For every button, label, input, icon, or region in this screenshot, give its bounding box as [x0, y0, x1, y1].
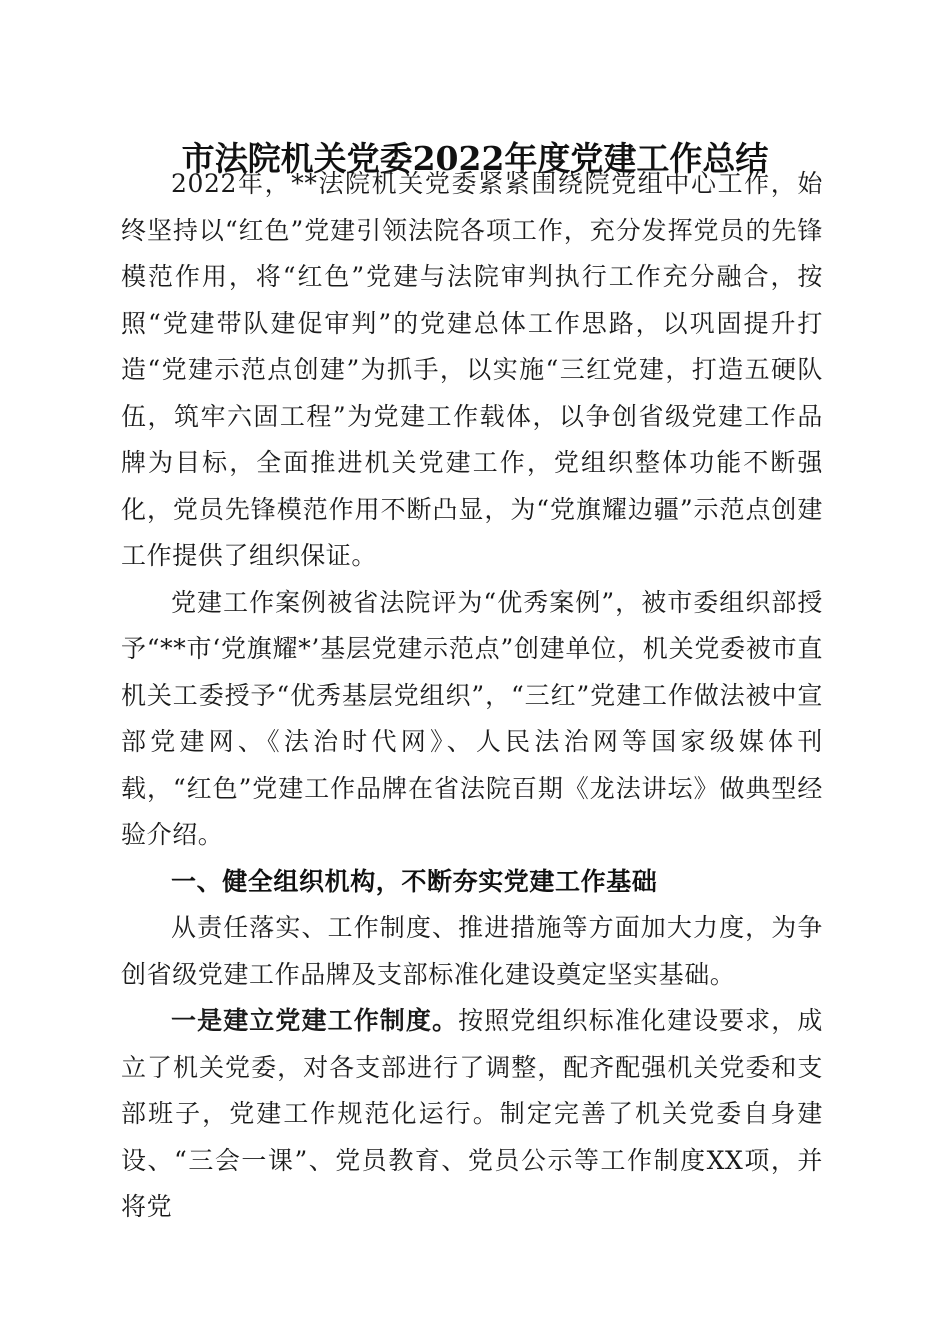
item-one-paragraph [121, 998, 823, 1231]
section-intro-paragraph: 从责任落实、工作制度、推进措施等方面加大力度，为争创省级党建工作品牌及支部标准化建设奠定坚实基础。 [121, 913, 823, 989]
item-one-text: 按照党组织标准化建设要求，成立了机关党委，对各支部进行了调整，配齐配强机关党委和支部班子，党建工作规范化运行。制定完善了机关党委自身建设、“三会一课”、党员教育、党员公示等工作制度XX项，并将党 [121, 1006, 823, 1221]
document-title: 市法院机关党委2022年度党建工作总结 [181, 139, 769, 178]
section-heading: 一、健全组织机构，不断夯实党建工作基础 [171, 866, 658, 896]
achievements-paragraph: 党建工作案例被省法院评为“优秀案例”，被市委组织部授予“**市‘党旗耀*’基层党建示范点”创建单位，机关党委被市直机关工委授予“优秀基层党组织”，“三红”党建工作做法被中宣部党建网、《法治时代网》、人民法治网等国家级媒体刊载，“红色”党建工作品牌在省法院百期《龙法讲坛》做典型经验介绍。 [121, 587, 823, 849]
item-one-lead: 一是建立党建工作制度。 [171, 1006, 459, 1035]
document-body [121, 161, 823, 1231]
intro-paragraph: 2022年，**法院机关党委紧紧围绕院党组中心工作，始终坚持以“红色”党建引领法院各项工作，充分发挥党员的先锋模范作用，将“红色”党建与法院审判执行工作充分融合，按照“党建带队建促审判”的党建总体工作思路，以巩固提升打造“党建示范点创建”为抓手，以实施“三红党建，打造五硬队伍，筑牢六固工程”为党建工作载体，以争创省级党建工作品牌为目标，全面推进机关党建工作，党组织整体功能不断强化，党员先锋模范作用不断凸显，为“党旗耀边疆”示范点创建工作提供了组织保证。 [121, 169, 823, 570]
